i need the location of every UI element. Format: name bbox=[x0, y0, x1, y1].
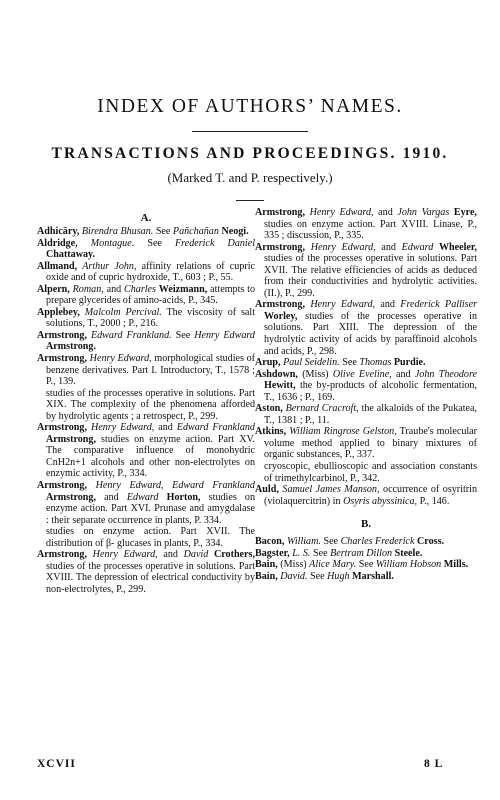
index-subentry: studies of the processes operative in solutions. Part XIX. The complexity of the phenomena afforded by hydrolytic agents ; a retrospect, P., 299. bbox=[46, 387, 255, 422]
left-column bbox=[37, 207, 255, 596]
index-entry: Auld, Samuel James Manson, occurrence of osyritrin (violaquercitrin) in Osyris abyssinica, P., 146. bbox=[255, 484, 477, 507]
short-rule bbox=[236, 200, 264, 201]
index-subentry: studies on enzyme action. Part XVII. The distribution of β- glucases in plants, P., 334. bbox=[46, 526, 255, 549]
index-entry: Arup, Paul Seidelin. See Thomas Purdie. bbox=[255, 357, 426, 369]
index-entry: Armstrong, Henry Edward, and Edward Frankland Armstrong, studies on enzyme action. Part XV. The comparative influence of monohydric CnH2n+1 alcohols and other non-electrolytes on enzymic activity, P., 334. bbox=[37, 422, 255, 480]
index-entry: Aston, Bernard Cracroft, the alkaloids of the Pukatea, T., 1381 ; P., 11. bbox=[255, 403, 478, 426]
index-entry: Alpern, Roman, and Charles Weizmann, attempts to prepare glycerides of amino-acids, P., 345. bbox=[37, 283, 256, 307]
index-entry: Ashdown, (Miss) Olive Eveline, and John Theodore Hewitt, the by-products of alcoholic fermentation, T., 1636 ; P., 169. bbox=[255, 368, 478, 403]
page-title: INDEX OF AUTHORS’ NAMES. bbox=[97, 96, 403, 117]
index-entry: Bacon, William. See Charles Frederick Cross. bbox=[255, 536, 445, 548]
index-subentry: cryoscopic, ebullioscopic and association constants of trimethylcarbinol, P., 342. bbox=[264, 461, 477, 484]
index-entry: Applebey, Malcolm Percival. The viscosity of salt solutions, T., 2000 ; P., 216. bbox=[37, 306, 255, 330]
index-entry: Armstrong, Henry Edward, and David Crothers, studies of the processes operative in solutions. Part XVIII. The depression of electrical conductivity by non-electrolytes, P., 299. bbox=[37, 549, 255, 595]
section-letter-a: A. bbox=[140, 212, 152, 224]
index-entry: Armstrong, Henry Edward, Edward Frankland Armstrong, and Edward Horton, studies on enzyme action. Part XVI. Prunase and amygdalase : their separate occurrence in plants, P. 334. bbox=[37, 480, 256, 526]
index-entry: Bagster, L. S. See Bertram Dillon Steele. bbox=[255, 547, 423, 559]
index-entry: Armstrong, Henry Edward, morphological studies of benzene derivatives. Part I. Introductory, T., 1578 ; P., 139. bbox=[37, 353, 255, 388]
index-entry: Armstrong, Henry Edward, and John Vargas Eyre, studies on enzyme action. Part XVIII. Linase, P., 335 ; discussion, P., 335. bbox=[255, 207, 477, 242]
index-entry: Atkins, William Ringrose Gelston, Traube's molecular volume method applied to binary mixtures of organic substances, P., 337. bbox=[255, 426, 478, 461]
index-entry: Armstrong, Edward Frankland. See Henry Edward Armstrong. bbox=[37, 329, 255, 353]
index-entry: Allmand, Arthur John, affinity relations of cupric oxide and of cupric hydroxide, T., 603 ; P., 55. bbox=[37, 260, 255, 284]
index-entry: Armstrong, Henry Edward, and Frederick Palliser Worley, studies of the processes operative in solutions. Part XIII. The depression of the hydrolytic activity of acids by paraffinoid alcohols and acids, P., 298. bbox=[255, 299, 478, 357]
signature-mark: XCVII bbox=[37, 758, 76, 770]
title-rule bbox=[192, 131, 308, 132]
index-entry: Aldridge, Montague. See Frederick Daniel Chattaway. bbox=[37, 237, 256, 261]
right-column bbox=[255, 207, 477, 582]
index-entry: Adhicāry, Birendra Bhusan. See Pañchañan Neogi. bbox=[37, 226, 249, 237]
page-subtitle: TRANSACTIONS AND PROCEEDINGS. 1910. bbox=[51, 145, 449, 162]
index-entry: Armstrong, Henry Edward, and Edward Wheeler, studies of the processes operative in solutions. Part XVII. The relative efficiencies of acids as deduced from their conductivities and hydrolytic activities. (II.), P., 299. bbox=[255, 241, 477, 299]
signature-number: 8 L bbox=[424, 758, 444, 770]
index-entry: Bain, (Miss) Alice Mary. See William Hobson Mills. bbox=[255, 559, 469, 571]
index-entry: Bain, David. See Hugh Marshall. bbox=[255, 570, 394, 582]
section-letter-b: B. bbox=[360, 518, 372, 531]
page-note: (Marked T. and P. respectively.) bbox=[167, 170, 333, 185]
